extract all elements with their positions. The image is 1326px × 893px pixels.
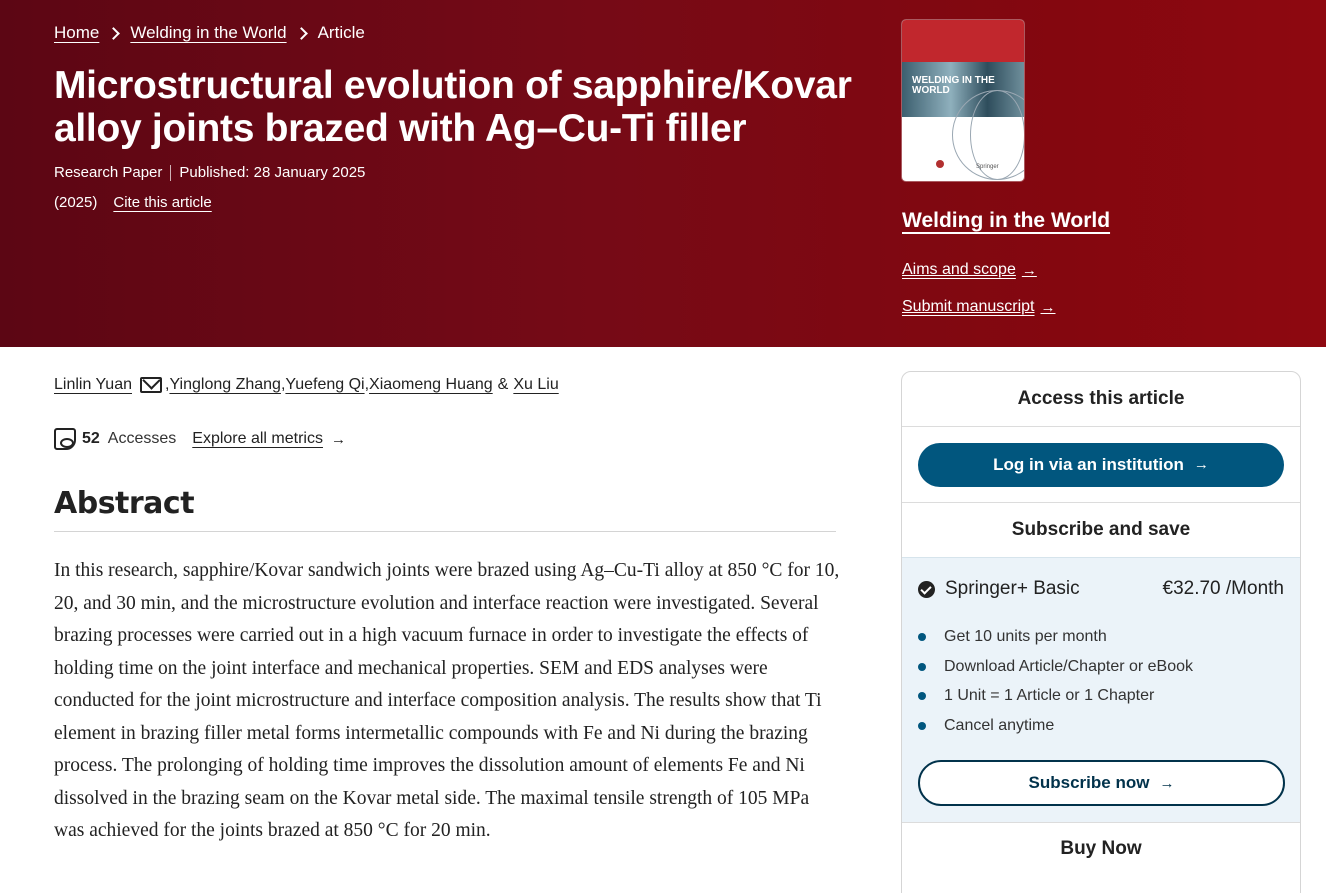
accesses-count: 52 — [82, 430, 100, 447]
page-title: Microstructural evolution of sapphire/Kovar alloy joints brazed with Ag–Cu-Ti filler — [54, 64, 852, 150]
author-link[interactable]: Yinglong Zhang — [169, 376, 281, 393]
article-metrics — [54, 428, 346, 450]
chevron-right-icon — [295, 27, 308, 40]
access-panel — [901, 371, 1301, 893]
cover-publisher: Springer — [976, 164, 999, 170]
access-title: Access this article — [902, 372, 1300, 427]
plan-feature — [918, 711, 1193, 741]
subscribe-now-button[interactable] — [918, 760, 1285, 806]
plan-feature-text: Get 10 units per month — [944, 627, 1107, 645]
breadcrumb — [54, 23, 365, 43]
plan-name: Springer+ Basic — [945, 578, 1080, 599]
abstract-heading: Abstract — [54, 486, 195, 521]
meta-divider — [170, 165, 171, 181]
article-year: (2025) — [54, 194, 98, 211]
breadcrumb-current: Article — [317, 23, 365, 42]
abstract-divider — [54, 531, 836, 532]
author-link[interactable]: Linlin Yuan — [54, 376, 132, 393]
breadcrumb-journal[interactable]: Welding in the World — [130, 23, 287, 42]
bullet-icon — [918, 633, 926, 641]
published-date: Published: 28 January 2025 — [179, 164, 366, 181]
arrow-right-icon: → — [1159, 774, 1175, 792]
subscribe-title: Subscribe and save — [902, 503, 1300, 558]
cover-top-band — [902, 20, 1024, 62]
plan-price: €32.70 /Month — [1162, 578, 1284, 599]
login-section — [902, 427, 1300, 503]
aims-scope-link[interactable] — [902, 261, 1037, 279]
author-link[interactable]: Xu Liu — [513, 376, 559, 393]
arrow-right-icon: → — [1021, 261, 1037, 279]
plan-row — [918, 578, 1284, 600]
accesses-label: Accesses — [107, 430, 177, 447]
institution-login-button[interactable] — [918, 443, 1284, 487]
article-type: Research Paper — [54, 164, 163, 181]
subscription-offer — [902, 558, 1300, 823]
explore-metrics-link[interactable]: Explore all metrics — [192, 430, 323, 447]
cover-title: WELDING IN THE WORLD — [912, 75, 995, 96]
arrow-right-icon: → — [330, 430, 346, 448]
plan-feature — [918, 681, 1193, 711]
cite-article-link[interactable]: Cite this article — [113, 194, 212, 211]
author-separator: , — [165, 376, 170, 393]
plan-feature — [918, 622, 1193, 652]
bullet-icon — [918, 692, 926, 700]
article-header — [0, 0, 1326, 347]
institution-login-label: Log in via an institution — [993, 454, 1184, 474]
journal-cover-image[interactable] — [902, 20, 1024, 181]
plan-feature-text: Download Article/Chapter or eBook — [944, 657, 1194, 675]
abstract-text: In this research, sapphire/Kovar sandwich joints were brazed using Ag–Cu-Ti alloy at 850 °C for 10, 20, and 30 min, and the microstructure evolution and interface reaction were investigated. Several brazing processes were carried out in a high vacuum furnace in order to investigate the effects of holding time on the joint interface and mechanical properties. SEM and EDS analyses were conducted for the joint microstructure and interface composition analysis. The results show that Ti element in brazing filler metal forms intermetallic compounds with Fe and Ni during the brazing process. The prolonging of holding time improves the dissolution amount of elements Fe and Ni dissolved in the brazing seam on the Kovar metal side. The maximal tensile strength of 105 MPa was achieved for the joints brazed at 850 °C for 20 min. — [54, 560, 840, 841]
email-icon[interactable] — [140, 377, 162, 393]
author-ampersand: & — [497, 376, 509, 393]
accesses-icon — [54, 428, 76, 450]
author-list — [54, 376, 559, 394]
article-citation-row — [54, 194, 212, 211]
plan-feature — [918, 652, 1193, 682]
submit-manuscript-link[interactable] — [902, 298, 1056, 316]
arrow-right-icon: → — [1040, 298, 1056, 316]
buy-now-title: Buy Now — [1060, 838, 1142, 859]
breadcrumb-home[interactable]: Home — [54, 23, 100, 42]
arrow-right-icon: → — [1193, 456, 1209, 473]
chevron-right-icon — [107, 27, 120, 40]
author-separator: , — [364, 376, 370, 393]
plan-feature-text: 1 Unit = 1 Article or 1 Chapter — [944, 687, 1155, 705]
article-meta — [54, 164, 365, 181]
aims-scope-label: Aims and scope — [902, 261, 1016, 278]
society-seal-icon — [936, 160, 944, 168]
plan-feature-text: Cancel anytime — [944, 716, 1055, 734]
journal-title-link[interactable]: Welding in the World — [902, 209, 1111, 232]
subscribe-now-label: Subscribe now — [1028, 773, 1150, 792]
author-link[interactable]: Yuefeng Qi — [285, 376, 365, 393]
author-separator: , — [280, 376, 286, 393]
bullet-icon — [918, 663, 926, 671]
submit-manuscript-label: Submit manuscript — [902, 298, 1035, 315]
check-circle-icon — [918, 581, 935, 598]
plan-features — [918, 622, 1193, 741]
bullet-icon — [918, 722, 926, 730]
author-link[interactable]: Xiaomeng Huang — [369, 376, 493, 393]
